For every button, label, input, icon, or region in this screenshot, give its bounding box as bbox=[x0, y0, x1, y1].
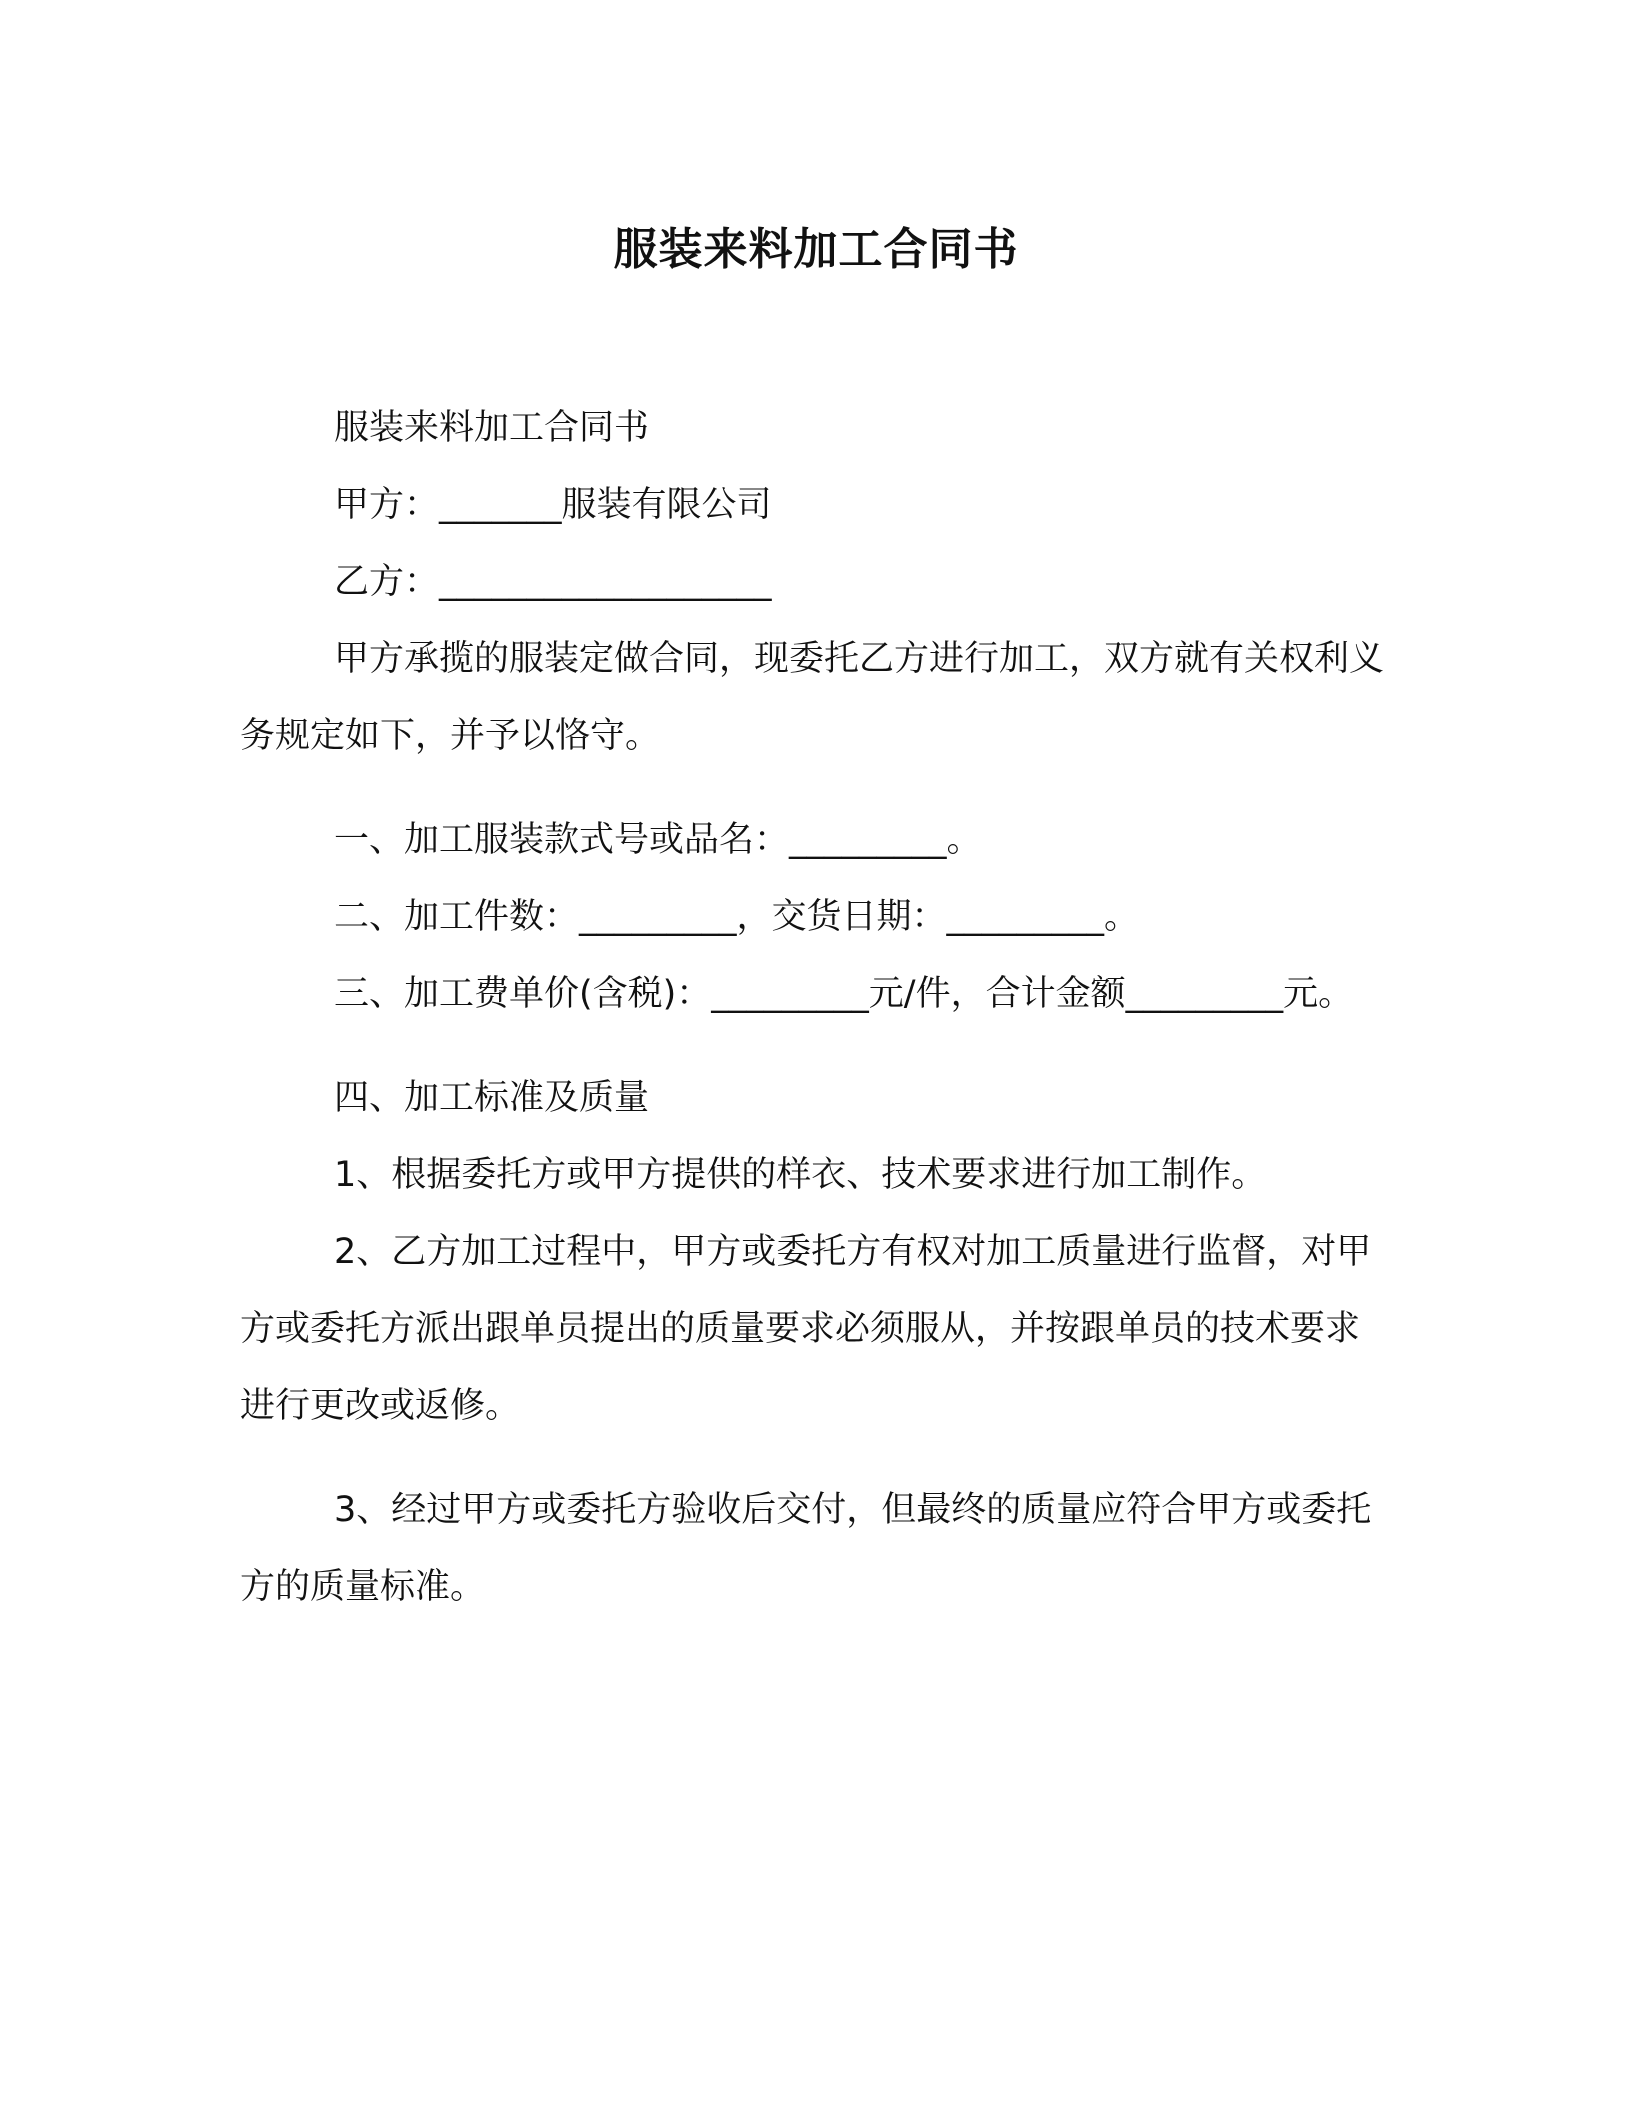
paragraph-preamble: 甲方承揽的服装定做合同，现委托乙方进行加工，双方就有关权利义务规定如下，并予以恪守。 bbox=[240, 639, 1385, 756]
paragraph-party-b: 乙方：___________________ bbox=[334, 562, 772, 602]
paragraph-section-quality: 四、加工标准及质量 bbox=[334, 1078, 650, 1118]
paragraph-item-price: 三、加工费单价(含税)：_________元/件，合计金额_________元。 bbox=[334, 974, 1354, 1014]
paragraph-clause-1: 1、根据委托方或甲方提供的样衣、技术要求进行加工制作。 bbox=[334, 1155, 1267, 1195]
paragraph-item-style: 一、加工服装款式号或品名：_________。 bbox=[334, 820, 982, 860]
paragraph-subtitle: 服装来料加工合同书 bbox=[334, 408, 650, 448]
document-title: 服装来料加工合同书 bbox=[613, 224, 1019, 275]
paragraph-item-quantity: 二、加工件数：_________，交货日期：_________。 bbox=[334, 897, 1140, 937]
paragraph-party-a: 甲方：_______服装有限公司 bbox=[334, 485, 772, 525]
paragraph-clause-3: 3、经过甲方或委托方验收后交付，但最终的质量应符合甲方或委托方的质量标准。 bbox=[240, 1490, 1372, 1607]
paragraph-clause-2: 2、乙方加工过程中，甲方或委托方有权对加工质量进行监督，对甲方或委托方派出跟单员提出的质量要求必须服从，并按跟单员的技术要求进行更改或返修。 bbox=[240, 1232, 1372, 1426]
document-body bbox=[240, 390, 1390, 1626]
